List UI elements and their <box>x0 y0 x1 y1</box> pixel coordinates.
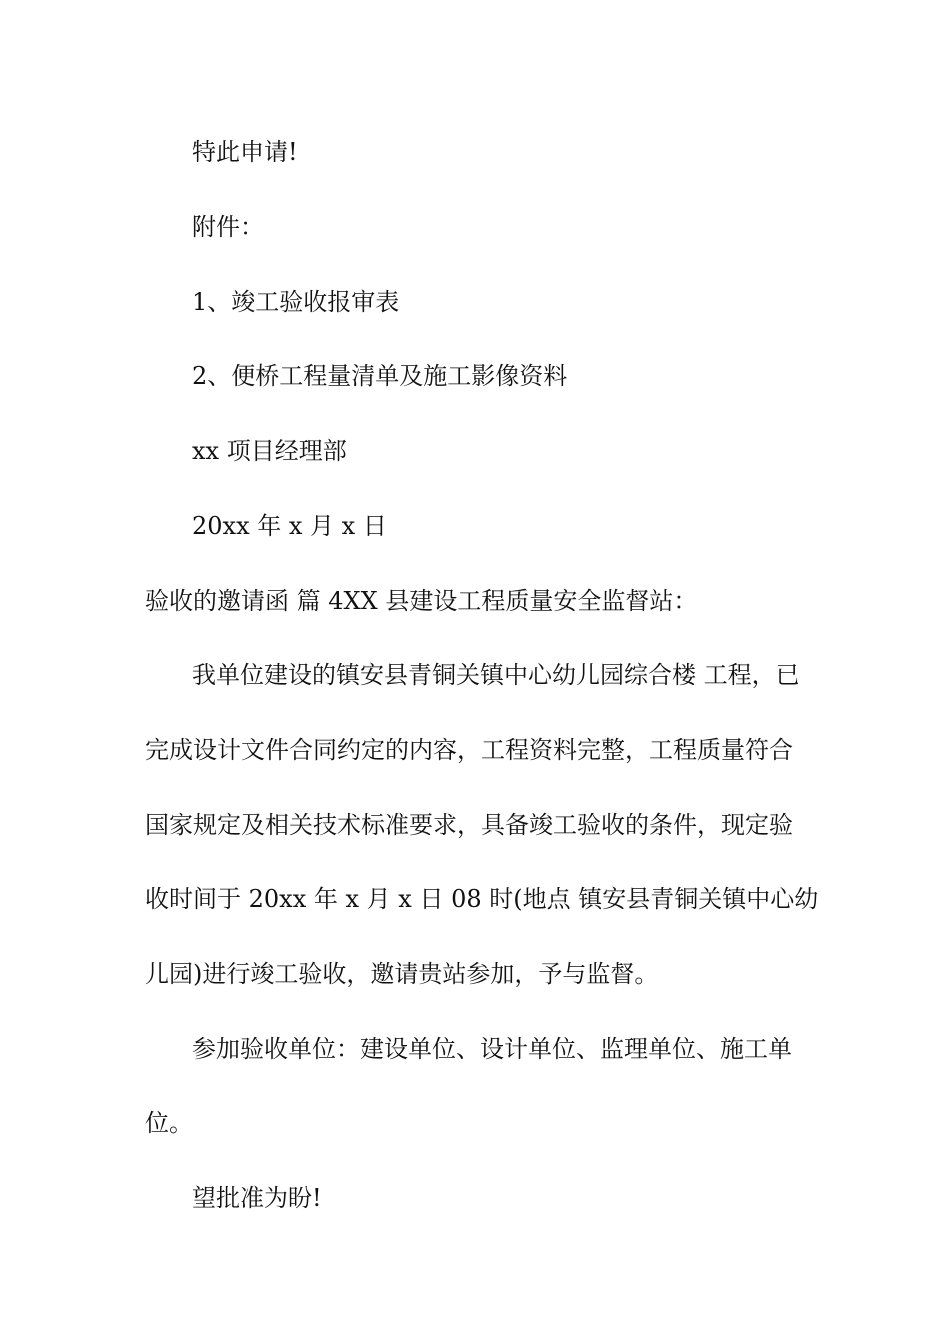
body-line: 我单位建设的镇安县青铜关镇中心幼儿园综合楼 工程，已 <box>192 661 800 689</box>
body-line: 望批准为盼! <box>192 1184 322 1212</box>
body-line: 位。 <box>145 1109 193 1137</box>
section-heading: 验收的邀请函 篇 4XX 县建设工程质量安全监督站： <box>145 587 698 615</box>
body-line: 参加验收单位：建设单位、设计单位、监理单位、施工单 <box>192 1035 792 1063</box>
body-line: 收时间于 20xx 年 x 月 x 日 08 时(地点 镇安县青铜关镇中心幼 <box>145 885 819 913</box>
date-line: 20xx 年 x 月 x 日 <box>192 512 387 540</box>
text-line: 2、便桥工程量清单及施工影像资料 <box>192 362 568 390</box>
body-line: 国家规定及相关技术标准要求，具备竣工验收的条件，现定验 <box>145 811 793 839</box>
text-line: xx 项目经理部 <box>192 437 347 465</box>
body-line: 儿园)进行竣工验收，邀请贵站参加，予与监督。 <box>145 960 659 988</box>
text-line: 特此申请! <box>192 138 298 166</box>
text-line: 附件： <box>192 213 264 241</box>
text-line: 1、竣工验收报审表 <box>192 288 400 316</box>
body-line: 完成设计文件合同约定的内容，工程资料完整，工程质量符合 <box>145 736 793 764</box>
